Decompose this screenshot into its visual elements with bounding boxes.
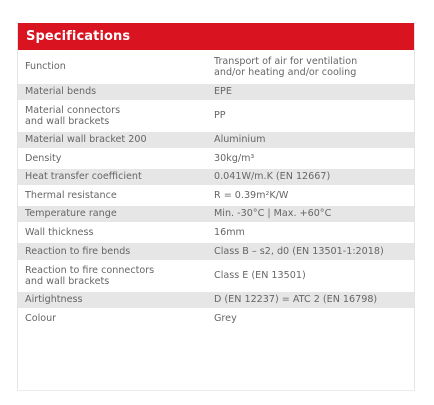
specifications-table (18, 52, 414, 328)
spec-value: Class B – s2, d0 (EN 13501-1:2018) (205, 242, 414, 261)
spec-label: Function (25, 61, 66, 73)
spec-label: Temperature range (18, 205, 205, 223)
spec-row (18, 309, 414, 328)
spec-row (18, 149, 414, 168)
spec-row (18, 131, 414, 149)
spec-row (18, 291, 414, 309)
spec-value: Grey (205, 309, 414, 328)
spec-row (18, 261, 414, 291)
spec-value: Aluminium (205, 131, 414, 149)
spec-value: PP (205, 101, 414, 131)
spec-row (18, 52, 414, 83)
spec-row (18, 83, 414, 101)
specifications-table-body (18, 52, 414, 328)
spec-row (18, 223, 414, 242)
spec-label: Airtightness (18, 291, 205, 309)
spec-label: Material bends (18, 83, 205, 101)
specifications-header: Specifications (18, 23, 414, 50)
spec-row (18, 186, 414, 205)
spec-label: Material wall bracket 200 (18, 131, 205, 149)
spec-value: Class E (EN 13501) (205, 261, 414, 291)
spec-label: Density (18, 149, 205, 168)
spec-label: Heat transfer coefficient (18, 168, 205, 186)
spec-value: Min. -30°C | Max. +60°C (205, 205, 414, 223)
spec-value: R = 0.39m²K/W (205, 186, 414, 205)
spec-value: EPE (205, 83, 414, 101)
spec-value: D (EN 12237) = ATC 2 (EN 16798) (205, 291, 414, 309)
spec-row (18, 101, 414, 131)
spec-label: Reaction to fire bends (18, 242, 205, 261)
spec-label: Wall thickness (18, 223, 205, 242)
spec-value: 16mm (205, 223, 414, 242)
spec-row (18, 205, 414, 223)
spec-label: Thermal resistance (18, 186, 205, 205)
spec-label: Colour (18, 309, 205, 328)
spec-value: 0.041W/m.K (EN 12667) (205, 168, 414, 186)
spec-row (18, 242, 414, 261)
spec-row (18, 168, 414, 186)
spec-value: 30kg/m³ (205, 149, 414, 168)
spec-value: Transport of air for ventilation and/or heating and/or cooling (214, 55, 358, 78)
specifications-panel (17, 23, 415, 391)
spec-label: Material connectors and wall brackets (18, 101, 205, 131)
spec-label: Reaction to fire connectors and wall brackets (18, 261, 205, 291)
